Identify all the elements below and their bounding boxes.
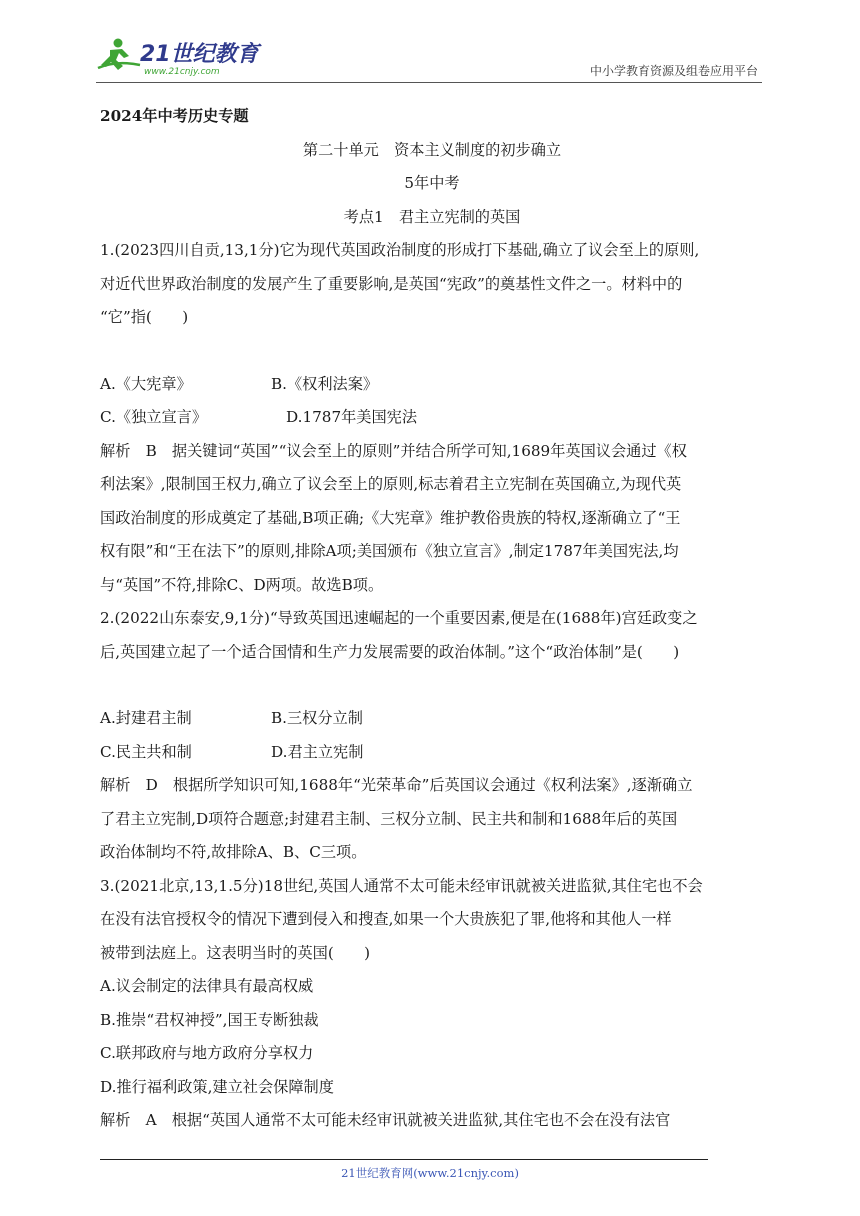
question-3-line: 3.(2021北京,13,1.5分)18世纪,英国人通常不太可能未经审讯就被关进监狱,其住宅也不会 [100, 876, 703, 895]
footer-link[interactable]: 21世纪教育网(www.21cnjy.com) [341, 1166, 519, 1180]
doc-title: 2024年中考历史专题 [100, 107, 249, 125]
option-c: C.民主共和制 [100, 742, 192, 761]
question-1-line: “它”指( ) [100, 308, 189, 326]
svg-text:21世纪教育: 21世纪教育 [140, 42, 259, 67]
question-2-line: 2.(2022山东泰安,9,1分)“导致英国迅速崛起的一个重要因素,便是在(1688年)宫廷政变之 [100, 609, 698, 627]
header-divider [96, 82, 762, 83]
platform-label: 中小学教育资源及组卷应用平台 [589, 64, 758, 78]
option-a: A.封建君主制 [100, 709, 192, 727]
option-c: C.《独立宣言》 [100, 408, 208, 426]
question-2-line: 后,英国建立起了一个适合国情和生产力发展需要的政治体制。”这个“政治体制”是( ) [100, 642, 680, 661]
analysis-line: 了君主立宪制,D项符合题意;封建君主制、三权分立制、民主共和制和1688年后的英国 [100, 809, 678, 828]
page-header [96, 34, 762, 82]
analysis-line: 政治体制均不符,故排除A、B、C三项。 [100, 843, 367, 861]
option-d: D.推行福利政策,建立社会保障制度 [100, 1077, 334, 1096]
question-1-options-ab [100, 368, 764, 402]
analysis-line: 解析 D 根据所学知识可知,1688年“光荣革命”后英国议会通过《权利法案》,逐渐确立 [100, 776, 693, 794]
unit-title: 第二十单元 资本主义制度的初步确立 [302, 140, 562, 159]
section-title: 5年中考 [404, 174, 460, 192]
option-c: C.联邦政府与地方政府分享权力 [100, 1044, 314, 1062]
question-1-line: 对近代世界政治制度的发展产生了重要影响,是英国“宪政”的奠基性文件之一。材料中的 [100, 274, 683, 293]
option-a: A.《大宪章》 [100, 374, 192, 393]
option-b: B.三权分立制 [271, 709, 363, 727]
svg-text:www.21cnjy.com: www.21cnjy.com [144, 67, 220, 77]
question-3-line: 被带到法庭上。这表明当时的英国( ) [100, 943, 371, 962]
analysis-line: 利法案》,限制国王权力,确立了议会至上的原则,标志着君主立宪制在英国确立,为现代英 [100, 475, 682, 493]
question-1-line: 1.(2023四川自贡,13,1分)它为现代英国政治制度的形成打下基础,确立了议会至上的原则, [100, 241, 700, 259]
option-b: B.推崇“君权神授”,国王专断独裁 [100, 1010, 319, 1029]
topic-title: 考点1 君主立宪制的英国 [343, 207, 521, 226]
option-d: D.君主立宪制 [271, 742, 364, 761]
analysis-line: 解析 A 根据“英国人通常不太可能未经审讯就被关进监狱,其住宅也不会在没有法官 [100, 1111, 671, 1129]
question-3-line: 在没有法官授权令的情况下遭到侵入和搜查,如果一个大贵族犯了罪,他将和其他人一样 [100, 910, 672, 928]
question-1-options-cd [100, 401, 764, 435]
analysis-line: 国政治制度的形成奠定了基础,B项正确;《大宪章》维护教俗贵族的特权,逐渐确立了“王 [100, 508, 681, 527]
document-body [100, 100, 764, 1138]
option-d: D.1787年美国宪法 [286, 408, 418, 426]
option-a: A.议会制定的法律具有最高权威 [100, 977, 314, 995]
site-logo [96, 34, 266, 78]
question-2-options-ab [100, 702, 764, 736]
analysis-line: 权有限”和“王在法下”的原则,排除A项;美国颁布《独立宣言》,制定1787年美国宪法,均 [100, 542, 679, 560]
question-2-options-cd [100, 736, 764, 770]
analysis-line: 解析 B 据关键词“英国”“议会至上的原则”并结合所学可知,1689年英国议会通过《权 [100, 441, 687, 460]
analysis-line: 与“英国”不符,排除C、D两项。故选B项。 [100, 575, 384, 594]
option-b: B.《权利法案》 [271, 374, 379, 393]
footer-divider [100, 1159, 708, 1160]
